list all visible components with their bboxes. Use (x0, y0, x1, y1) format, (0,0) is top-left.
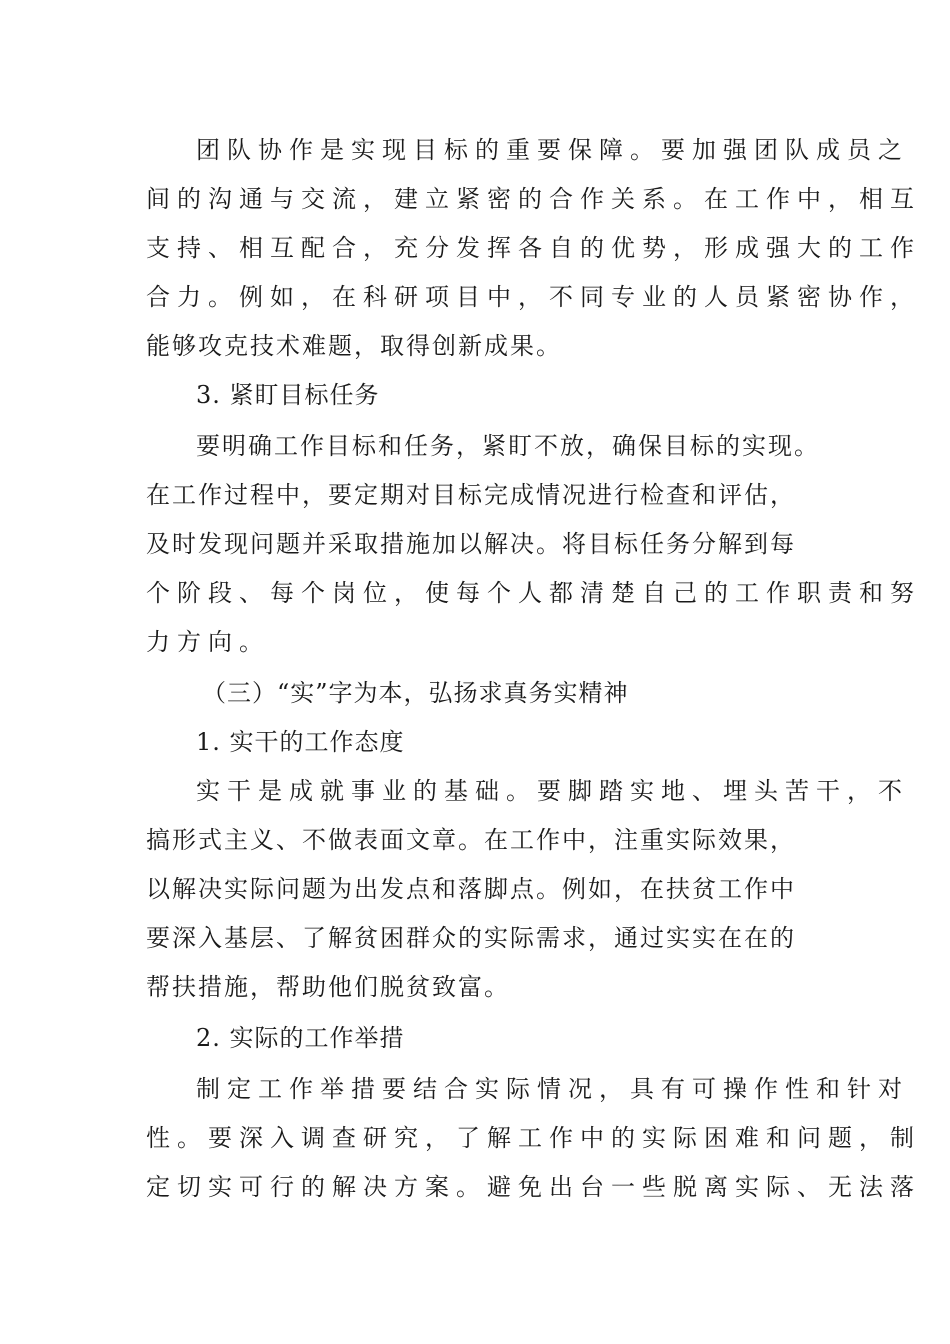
paragraph-line: 搞形式主义、不做表面文章。在工作中，注重实际效果， (146, 826, 796, 854)
paragraph-line: 制定工作举措要结合实际情况，具有可操作性和针对 (196, 1075, 909, 1103)
paragraph-line: 性。要深入调查研究，了解工作中的实际困难和问题，制 (146, 1124, 921, 1152)
subsection-heading: 1. 实干的工作态度 (196, 728, 405, 756)
paragraph-line: 及时发现问题并采取措施加以解决。将目标任务分解到每 (146, 530, 796, 558)
paragraph-line: 要明确工作目标和任务，紧盯不放，确保目标的实现。 (196, 432, 820, 460)
paragraph-line: 合力。例如，在科研项目中，不同专业的人员紧密协作， (146, 283, 921, 311)
section-heading: （三）“实”字为本，弘扬求真务实精神 (202, 679, 629, 707)
paragraph-line: 能够攻克技术难题，取得创新成果。 (146, 332, 562, 360)
paragraph-line: 帮扶措施，帮助他们脱贫致富。 (146, 973, 510, 1001)
paragraph-line: 支持、相互配合，充分发挥各自的优势，形成强大的工作 (146, 234, 921, 262)
paragraph-line: 定切实可行的解决方案。避免出台一些脱离实际、无法落 (146, 1173, 921, 1201)
paragraph-line: 力方向。 (146, 628, 270, 656)
paragraph-line: 以解决实际问题为出发点和落脚点。例如，在扶贫工作中 (146, 875, 796, 903)
paragraph-line: 团队协作是实现目标的重要保障。要加强团队成员之 (196, 136, 909, 164)
paragraph-line: 在工作过程中，要定期对目标完成情况进行检查和评估， (146, 481, 796, 509)
paragraph-line: 实干是成就事业的基础。要脚踏实地、埋头苦干，不 (196, 777, 909, 805)
section-heading: 3. 紧盯目标任务 (196, 381, 380, 409)
paragraph-line: 个阶段、每个岗位，使每个人都清楚自己的工作职责和努 (146, 579, 921, 607)
paragraph-line: 要深入基层、了解贫困群众的实际需求，通过实实在在的 (146, 924, 796, 952)
subsection-heading: 2. 实际的工作举措 (196, 1024, 405, 1052)
paragraph-line: 间的沟通与交流，建立紧密的合作关系。在工作中，相互 (146, 185, 921, 213)
